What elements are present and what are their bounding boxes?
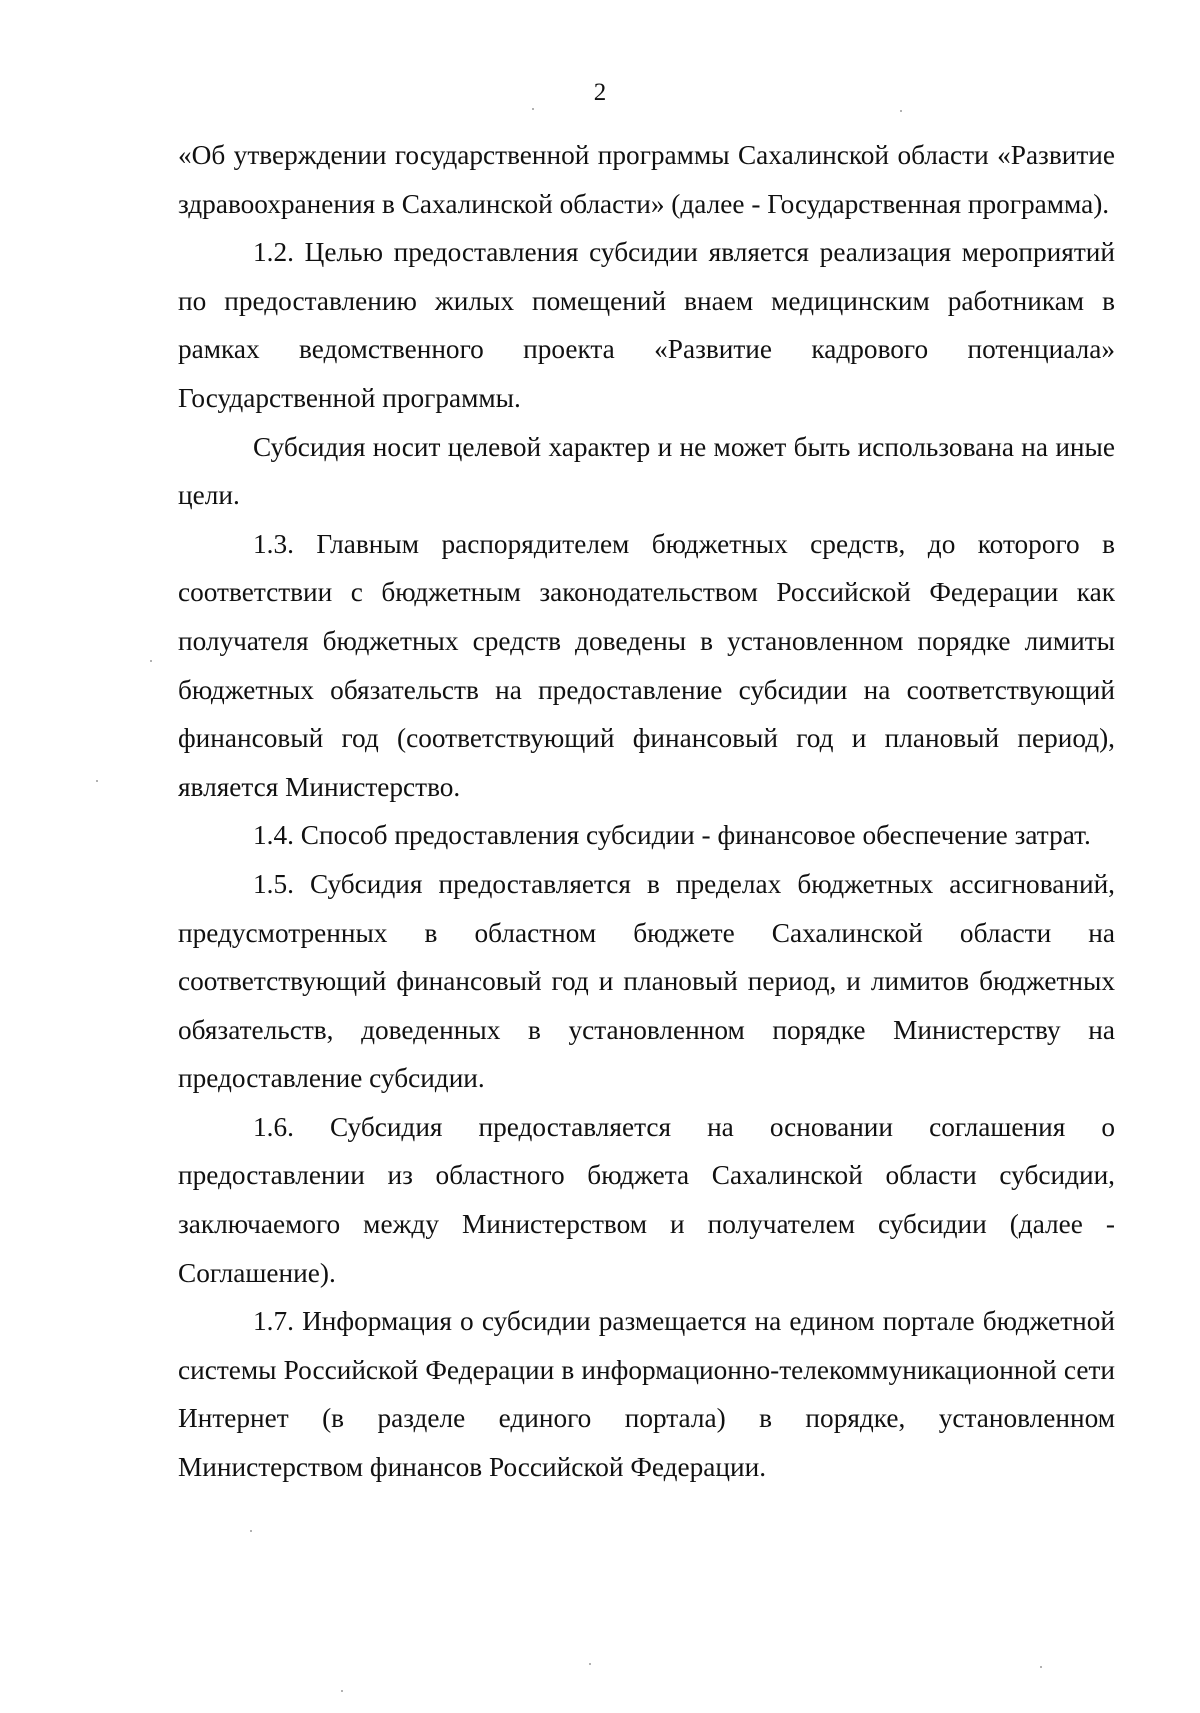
scan-speck: [341, 1690, 343, 1692]
paragraph-1-4: 1.4. Способ предоставления субсидии - финансовое обеспечение затрат.: [253, 820, 1091, 851]
page-number: 2: [593, 79, 607, 106]
document-body: [178, 131, 1115, 1492]
paragraph-1-2: 1.2. Целью предоставления субсидии является реализация мероприятий по предоставлению жилых помещений внаем медицинским работникам в рамках ведомственного проекта «Развитие кадрового потенциала» Государственной программы.: [178, 237, 1115, 413]
scan-speck: [532, 108, 534, 110]
scan-speck: [900, 110, 902, 112]
paragraph-1-6: 1.6. Субсидия предоставляется на основании соглашения о предоставлении из областного бюджета Сахалинской области субсидии, заключаемого между Министерством и получателем субсидии (далее - Соглашение).: [178, 1111, 1115, 1288]
scan-speck: [150, 660, 152, 662]
paragraph-1-7: 1.7. Информация о субсидии размещается на едином портале бюджетной системы Российской Федерации в информационно-телекоммуникационной сети Интернет (в разделе единого портала) в порядке, установленном Министерством финансов Российской Федерации.: [178, 1306, 1115, 1483]
scan-speck: [1040, 1666, 1042, 1668]
paragraph-continuation: «Об утверждении государственной программы Сахалинской области «Развитие здравоохранения в Сахалинской области» (далее - Государственная программа).: [178, 140, 1115, 219]
paragraph-1-3: 1.3. Главным распорядителем бюджетных средств, до которого в соответствии с бюджетным законодательством Российской Федерации как получателя бюджетных средств доведены в установленном порядке лимиты бюджетных обязательств на предоставление субсидии на соответствующий финансовый год (соответствующий финансовый год и плановый период), является Министерство.: [178, 528, 1115, 802]
scan-speck: [589, 1663, 591, 1665]
scan-speck: [96, 780, 98, 782]
paragraph-subsidy-purpose: Субсидия носит целевой характер и не может быть использована на иные цели.: [178, 431, 1115, 511]
paragraph-1-5: 1.5. Субсидия предоставляется в пределах бюджетных ассигнований, предусмотренных в областном бюджете Сахалинской области на соответствующий финансовый год и плановый период, и лимитов бюджетных обязательств, доведенных в установленном порядке Министерству на предоставление субсидии.: [178, 868, 1115, 1094]
scan-speck: [250, 1530, 252, 1532]
